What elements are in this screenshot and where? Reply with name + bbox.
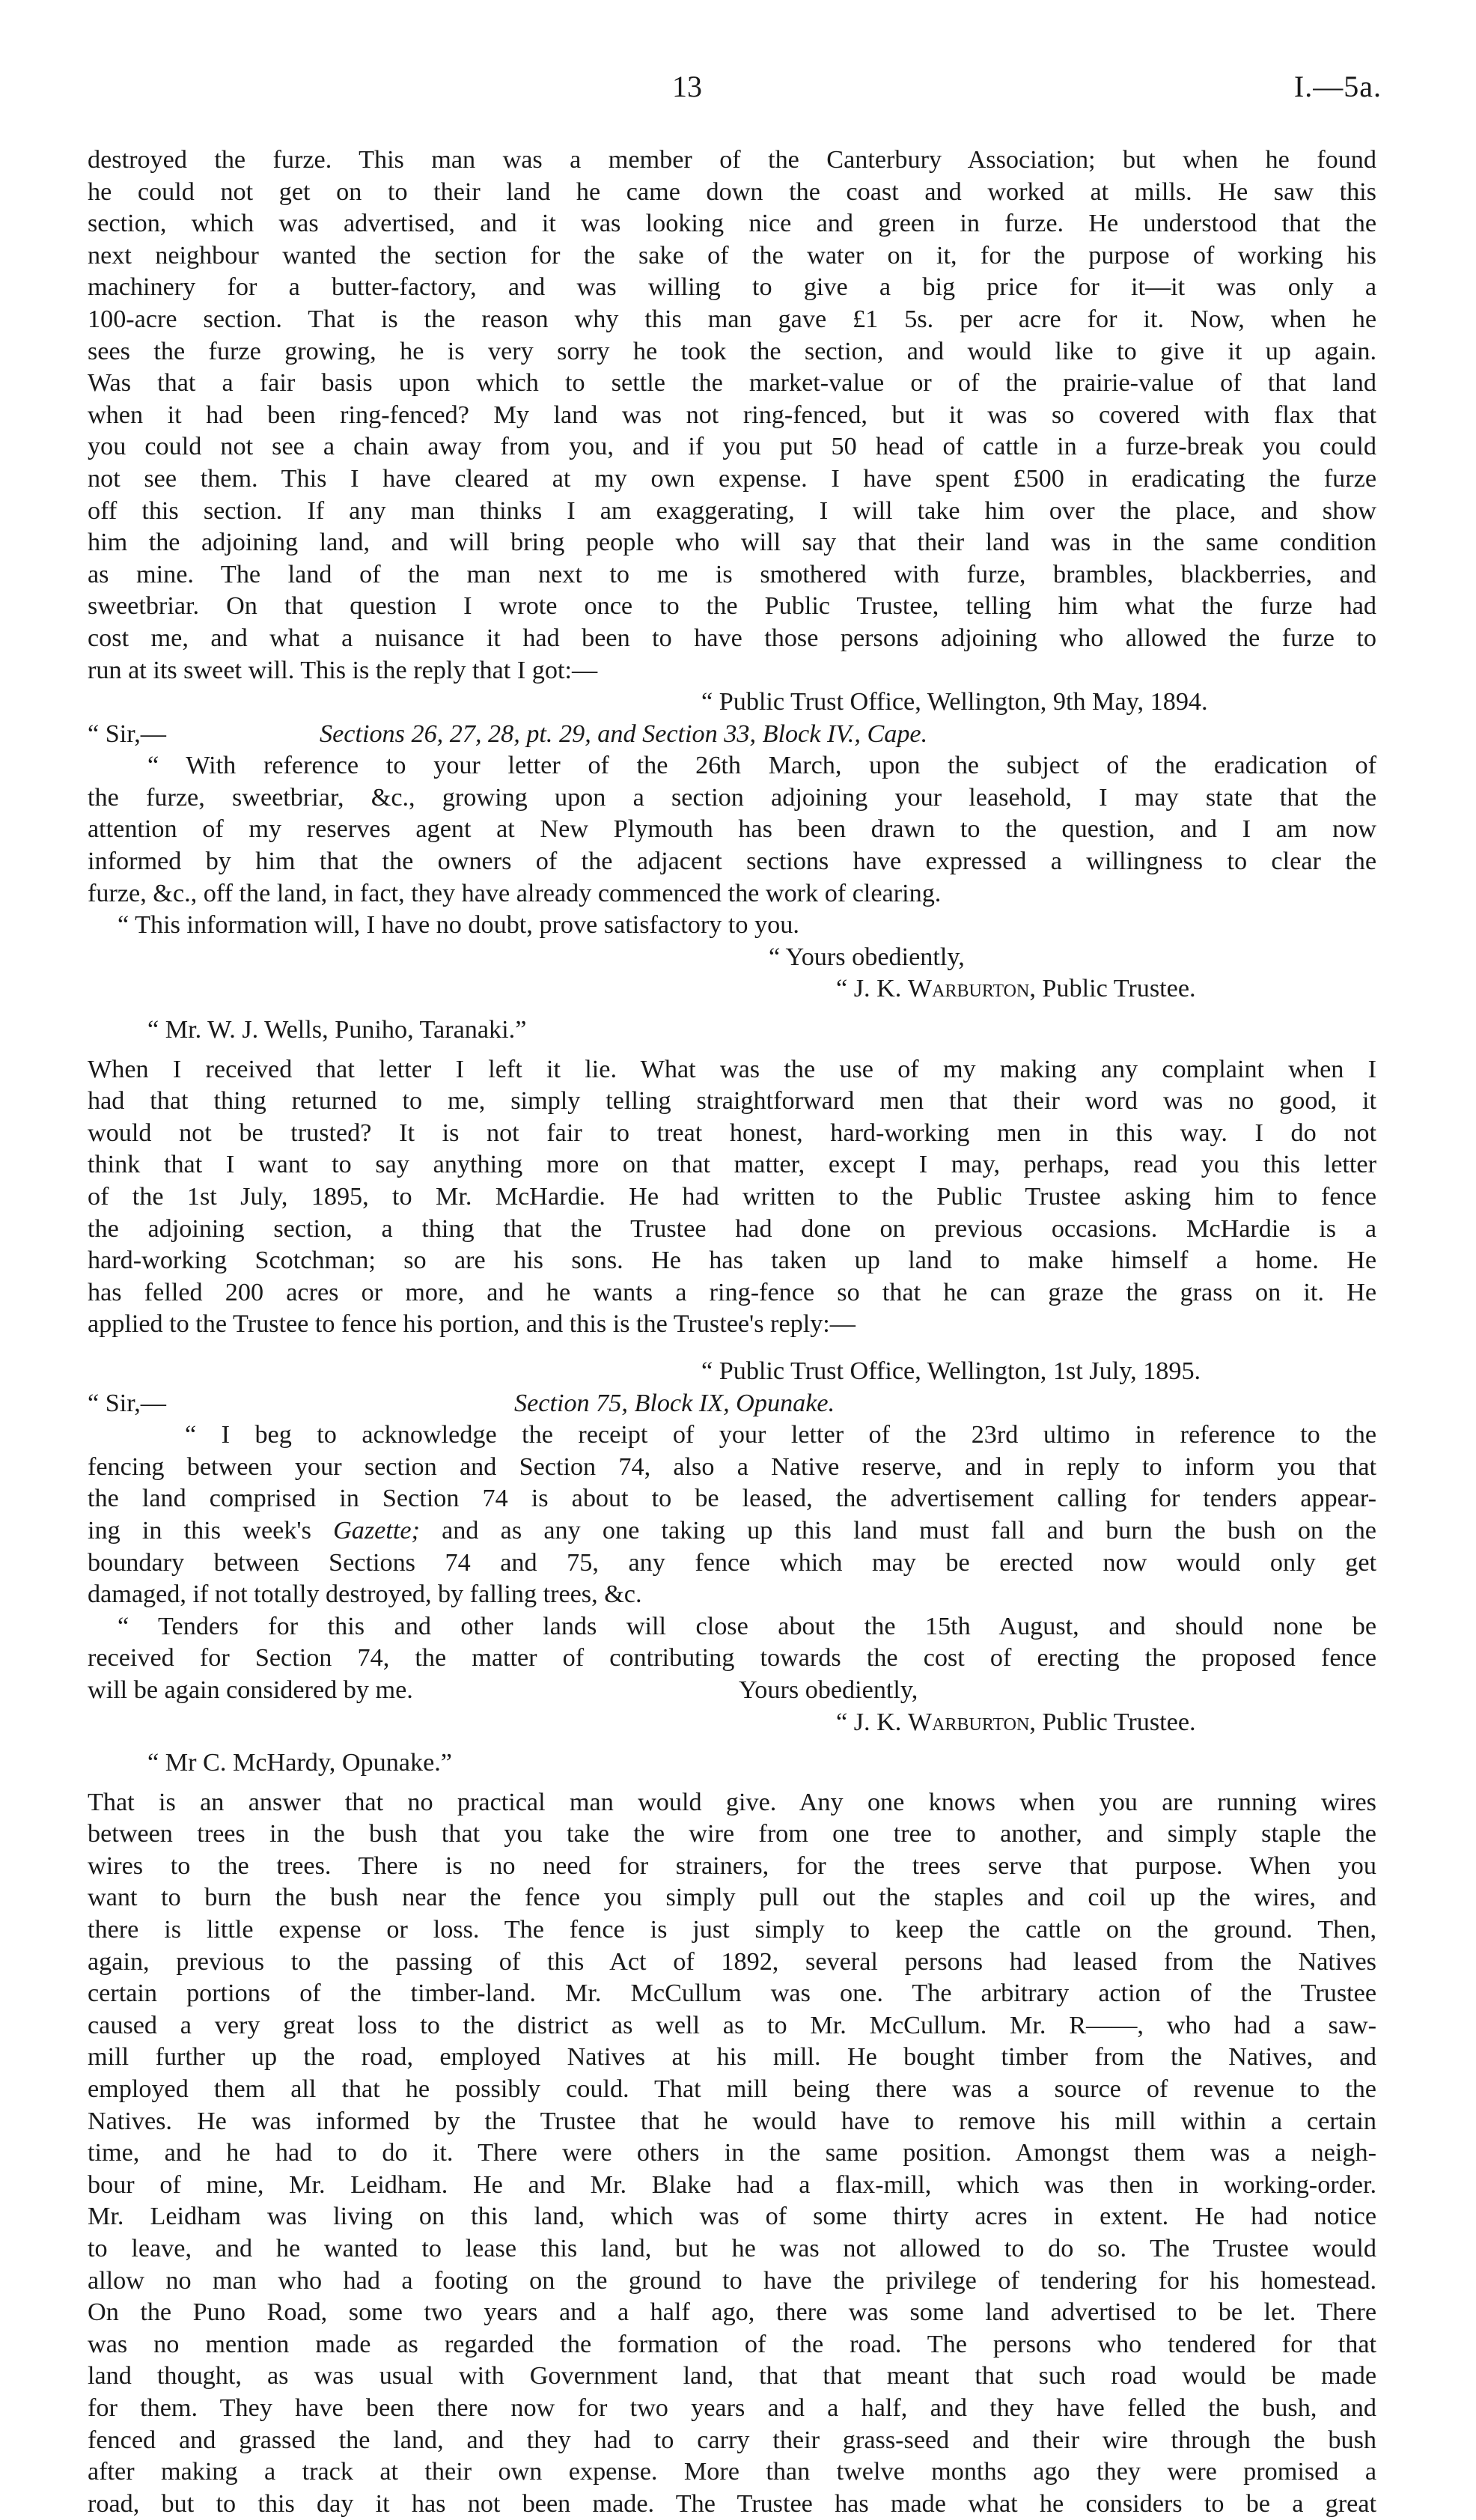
- text-line: you could not see a chain away from you, and if you put 50 head of cattle in a furze-break you could: [88, 433, 1376, 461]
- text-line: damaged, if not totally destroyed, by falling trees, &c.: [88, 1580, 642, 1609]
- letter-2: [88, 1356, 1376, 1780]
- text-line: between trees in the bush that you take the wire from one tree to another, and simply staple the: [88, 1820, 1376, 1848]
- text-line: would not be trusted? It is not fair to treat honest, hard-working men in this way. I do not: [88, 1119, 1376, 1147]
- letter-subject: Section 75, Block IX, Opunake.: [514, 1389, 835, 1417]
- text-line: “ I beg to acknowledge the receipt of your letter of the 23rd ultimo in reference to the: [185, 1421, 1376, 1449]
- text-line: applied to the Trustee to fence his portion, and this is the Trustee's reply:—: [88, 1310, 856, 1339]
- text-line: had that thing returned to me, simply telling straightforward men that their word was no good, it: [88, 1087, 1376, 1116]
- letter-signature: “ J. K. Warburton, Public Trustee.: [836, 1708, 1196, 1736]
- text-line: ing in this week's Gazette; and as any one taking up this land must fall and burn the bush on the: [88, 1516, 1376, 1544]
- text-line: run at its sweet will. This is the reply that I got:—: [88, 656, 598, 684]
- text-line: after making a track at their own expense. More than twelve months ago they were promised a: [88, 2458, 1376, 2486]
- text-line: certain portions of the timber-land. Mr. McCullum was one. The arbitrary action of the Trustee: [88, 1979, 1376, 2008]
- text-line: caused a very great loss to the district as well as to Mr. McCullum. Mr. R——, who had a saw-: [88, 2011, 1376, 2039]
- text-line: for them. They have been there now for two years and a half, and they have felled the bush, and: [88, 2393, 1376, 2422]
- text-line: boundary between Sections 74 and 75, any fence which may be erected now would only get: [88, 1548, 1376, 1577]
- text-line: “ Tenders for this and other lands will close about the 15th August, and should none be: [118, 1612, 1376, 1640]
- letter-dateline: “ Public Trust Office, Wellington, 9th May, 1894.: [701, 688, 1208, 716]
- text-line: was no mention made as regarded the formation of the road. The persons who tendered for that: [88, 2330, 1376, 2358]
- page-body: [88, 144, 1376, 2520]
- letter-salutation: “ Sir,—: [88, 1389, 166, 1417]
- paragraph-3: [88, 1787, 1376, 2520]
- text-line: allow no man who had a footing on the ground to have the privilege of tendering for his homestead.: [88, 2266, 1376, 2295]
- text-line: him the adjoining land, and will bring people who will say that their land was in the same condition: [88, 529, 1376, 557]
- text-line: to leave, and he wanted to lease this land, but he was not allowed to do so. The Trustee would: [88, 2235, 1376, 2262]
- text-line: he could not get on to their land he came down the coast and worked at mills. He saw this: [88, 177, 1376, 206]
- letter-subject: Sections 26, 27, 28, pt. 29, and Section 33, Block IV., Cape.: [320, 719, 928, 748]
- letter-closing-row: [88, 1675, 1376, 1707]
- text-line: machinery for a butter-factory, and was willing to give a big price for it—it was only a: [88, 273, 1376, 302]
- text-line: the adjoining section, a thing that the Trustee had done on previous occasions. McHardie is a: [88, 1214, 1376, 1243]
- text-line: has felled 200 acres or more, and he wants a ring-fence so that he can graze the grass on it. He: [88, 1278, 1376, 1306]
- text-line: mill further up the road, employed Natives at his mill. He bought timber from the Natives, and: [88, 2043, 1376, 2072]
- letter-signature: “ J. K. Warburton, Public Trustee.: [836, 975, 1196, 1003]
- text-line: when it had been ring-fenced? My land was not ring-fenced, but it was so covered with flax that: [88, 401, 1376, 429]
- letter-dateline: “ Public Trust Office, Wellington, 1st July, 1895.: [701, 1357, 1201, 1385]
- text-line: the land comprised in Section 74 is about to be leased, the advertisement calling for tenders appear-: [88, 1485, 1376, 1513]
- text-line: there is little expense or loss. The fence is just simply to keep the cattle on the ground. Then,: [88, 1916, 1376, 1944]
- text-line: 100-acre section. That is the reason why this man gave £1 5s. per acre for it. Now, when he: [88, 305, 1376, 333]
- text-line: again, previous to the passing of this Act of 1892, several persons had leased from the Natives: [88, 1947, 1376, 1976]
- text-line: fencing between your section and Section 74, also a Native reserve, and in reply to inform you that: [88, 1452, 1376, 1481]
- text-line: “ This information will, I have no doubt, prove satisfactory to you.: [118, 911, 799, 940]
- text-line: furze, &c., off the land, in fact, they have already commenced the work of clearing.: [88, 879, 942, 907]
- letter-valediction: “ Yours obediently,: [769, 943, 965, 971]
- text-line: think that I want to say anything more on that matter, except I may, perhaps, read you this letter: [88, 1151, 1376, 1179]
- text-line: next neighbour wanted the section for the sake of the water on it, for the purpose of working his: [88, 241, 1376, 270]
- text-line: not see them. This I have cleared at my own expense. I have spent £500 in eradicating the furze: [88, 464, 1376, 493]
- document-reference: I.—5a.: [1293, 70, 1382, 103]
- paragraph-2: [88, 1054, 1376, 1341]
- text-line: section, which was advertised, and it was looking nice and green in furze. He understood that the: [88, 210, 1376, 238]
- text-line: fenced and grassed the land, and they had to carry their grass-seed and their wire through the bush: [88, 2426, 1376, 2454]
- paragraph-1: [88, 144, 1376, 687]
- page-number: 13: [672, 70, 702, 103]
- text-line: off this section. If any man thinks I am exaggerating, I will take him over the place, and show: [88, 496, 1376, 525]
- text-line: sweetbriar. On that question I wrote once to the Public Trustee, telling him what the furze had: [88, 592, 1376, 621]
- text-line: time, and he had to do it. There were others in the same position. Amongst them was a neigh-: [88, 2139, 1376, 2167]
- text-line: destroyed the furze. This man was a member of the Canterbury Association; but when he found: [88, 146, 1376, 174]
- text-line: cost me, and what a nuisance it had been to have those persons adjoining who allowed the furze to: [88, 624, 1376, 652]
- letter-salutation-row: [88, 719, 1376, 751]
- text-line: Was that a fair basis upon which to settle the market-value or of the prairie-value of that land: [88, 369, 1376, 398]
- text-line: received for Section 74, the matter of contributing towards the cost of erecting the proposed fence: [88, 1644, 1376, 1673]
- text-line: Mr. Leidham was living on this land, which was of some thirty acres in extent. He had notice: [88, 2203, 1376, 2231]
- text-line: Natives. He was informed by the Trustee that he would have to remove his mill within a certain: [88, 2107, 1376, 2135]
- text-line: of the 1st July, 1895, to Mr. McHardie. He had written to the Public Trustee asking him to fence: [88, 1183, 1376, 1211]
- letter-valediction: Yours obediently,: [739, 1676, 918, 1704]
- text-line: the furze, sweetbriar, &c., growing upon a section adjoining your leasehold, I may state that the: [88, 783, 1376, 812]
- text-line: as mine. The land of the man next to me is smothered with furze, brambles, blackberries, and: [88, 560, 1376, 588]
- text-line: That is an answer that no practical man would give. Any one knows when you are running wires: [88, 1788, 1376, 1816]
- letter-1: [88, 687, 1376, 1047]
- text-line: bour of mine, Mr. Leidham. He and Mr. Blake had a flax-mill, which was then in working-order.: [88, 2170, 1376, 2199]
- text-line: want to burn the bush near the fence you simply pull out the staples and coil up the wires, and: [88, 1884, 1376, 1912]
- text-line: “ With reference to your letter of the 26th March, upon the subject of the eradication of: [147, 752, 1376, 780]
- letter-salutation: “ Sir,—: [88, 719, 166, 748]
- text-line: wires to the trees. There is no need for strainers, for the trees serve that purpose. When you: [88, 1851, 1376, 1880]
- text-line: attention of my reserves agent at New Plymouth has been drawn to the question, and I am now: [88, 815, 1376, 844]
- text-line: land thought, as was usual with Government land, that that meant that such road would be made: [88, 2362, 1376, 2390]
- letter-addressee: “ Mr C. McHardy, Opunake.”: [147, 1749, 452, 1777]
- text-line: When I received that letter I left it lie. What was the use of my making any complaint when I: [88, 1055, 1376, 1083]
- text-line: informed by him that the owners of the adjacent sections have expressed a willingness to clear the: [88, 847, 1376, 876]
- text-line: hard-working Scotchman; so are his sons. He has taken up land to make himself a home. He: [88, 1247, 1376, 1275]
- text-line: On the Puno Road, some two years and a half ago, there was some land advertised to be let. There: [88, 2298, 1376, 2327]
- text-line: road, but to this day it has not been made. The Trustee has made what he considers to be a great: [88, 2489, 1376, 2518]
- letter-salutation-row: [88, 1388, 1376, 1420]
- text-line: sees the furze growing, he is very sorry he took the section, and would like to give it up again.: [88, 337, 1376, 365]
- text-line: will be again considered by me.: [88, 1676, 413, 1704]
- letter-addressee: “ Mr. W. J. Wells, Puniho, Taranaki.”: [147, 1016, 527, 1044]
- text-line: employed them all that he possibly could. That mill being there was a source of revenue to the: [88, 2075, 1376, 2104]
